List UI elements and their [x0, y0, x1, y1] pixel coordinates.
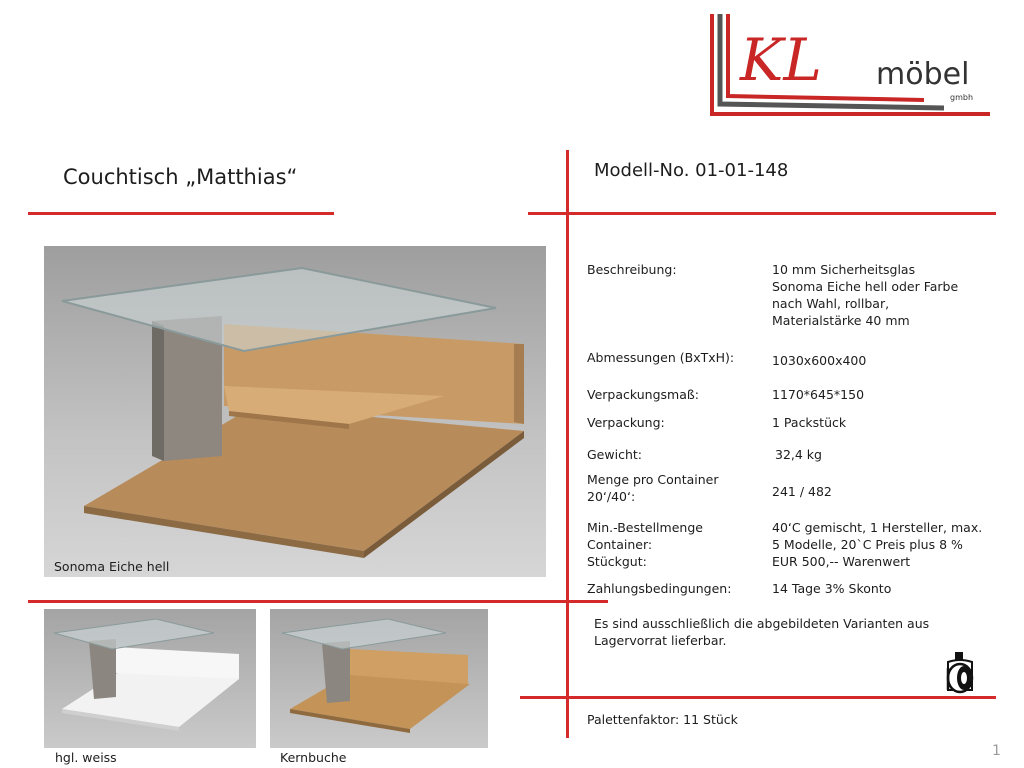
variant-image-white: [44, 609, 256, 748]
divider-mid: [28, 600, 608, 603]
spec-value-description: 10 mm Sicherheitsglas Sonoma Eiche hell oder Farbe nach Wahl, rollbar, Materialstärke 40 mm: [772, 262, 959, 328]
spec-value-payment: 14 Tage 3% Skonto: [772, 581, 892, 596]
page-number: 1: [992, 743, 1001, 759]
svg-text:KL: KL: [740, 26, 822, 94]
spec-label-min-order: Min.-Bestellmenge Container: Stückgut:: [587, 520, 703, 569]
divider-right-top: [528, 212, 996, 215]
spec-label-packaging: Verpackung:: [587, 415, 665, 430]
company-logo: [704, 12, 994, 116]
couchtisch-white-illustration: [44, 609, 256, 748]
availability-note: Es sind ausschließlich die abgebildeten Varianten aus Lagervorrat lieferbar.: [594, 616, 930, 648]
spec-value-dimensions: 1030x600x400: [772, 353, 867, 368]
divider-vertical: [566, 150, 569, 738]
couchtisch-sonoma-illustration: [44, 246, 546, 577]
divider-right-bottom: [520, 696, 996, 699]
spec-value-container-qty: 241 / 482: [772, 484, 832, 499]
spec-value-package-size: 1170*645*150: [772, 387, 865, 402]
spec-value-weight: 32,4 kg: [775, 447, 822, 462]
spec-label-description: Beschreibung:: [587, 262, 677, 277]
model-number: Modell-No. 01-01-148: [594, 160, 789, 181]
spec-label-dimensions: Abmessungen (BxTxH):: [587, 350, 735, 365]
spec-label-package-size: Verpackungsmaß:: [587, 387, 699, 402]
main-product-image: [44, 246, 546, 577]
couchtisch-beech-illustration: [270, 609, 488, 748]
pallet-factor: Palettenfaktor: 11 Stück: [587, 712, 738, 727]
svg-text:möbel: möbel: [876, 57, 970, 92]
caster-wheel-icon: [940, 650, 980, 696]
svg-text:gmbh: gmbh: [950, 93, 974, 102]
main-image-caption: Sonoma Eiche hell: [54, 559, 170, 574]
spec-value-packaging: 1 Packstück: [772, 415, 847, 430]
spec-label-container-qty: Menge pro Container 20‘/40‘:: [587, 472, 719, 504]
spec-value-min-order: 40‘C gemischt, 1 Hersteller, max. 5 Modelle, 20`C Preis plus 8 % EUR 500,-- Warenwert: [772, 520, 983, 569]
product-title: Couchtisch „Matthias“: [63, 165, 298, 189]
variant-caption-beech: Kernbuche: [280, 750, 347, 765]
kl-moebel-logo-graphic: [704, 12, 994, 116]
spec-label-weight: Gewicht:: [587, 447, 642, 462]
divider-left-top: [28, 212, 334, 215]
variant-caption-white: hgl. weiss: [55, 750, 117, 765]
spec-label-payment: Zahlungsbedingungen:: [587, 581, 732, 596]
variant-image-beech: [270, 609, 488, 748]
